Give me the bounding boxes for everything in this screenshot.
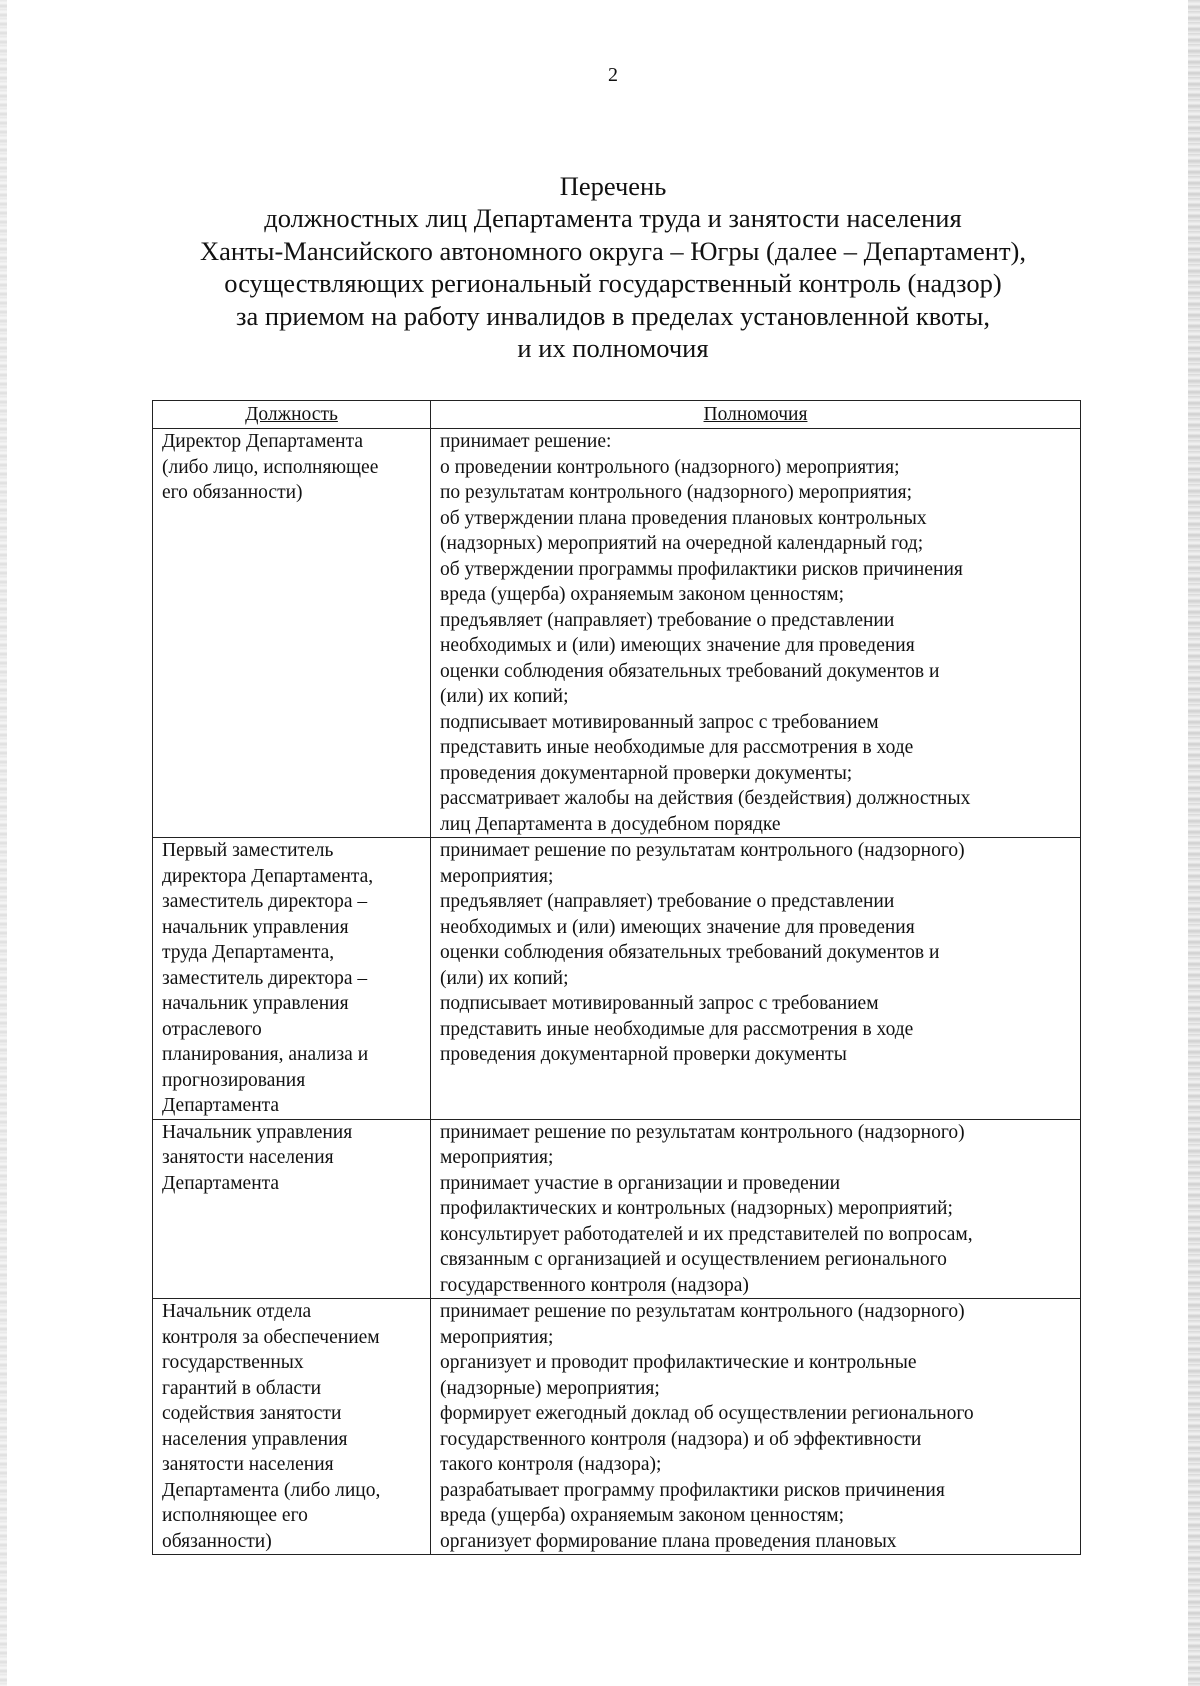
authority-line: (надзорных) мероприятий на очередной календарный год; xyxy=(440,533,924,554)
authority-line: профилактических и контрольных (надзорных) мероприятий; xyxy=(440,1198,953,1219)
authority-cell xyxy=(431,838,1081,1120)
authority-line: мероприятия; xyxy=(440,1326,554,1348)
authority-line: вреда (ущерба) охраняемым законом ценностям; xyxy=(440,1505,845,1526)
position-line: занятости населения xyxy=(162,1147,334,1168)
authority-line: проведения документарной проверки документы xyxy=(440,1044,847,1065)
authority-line: принимает решение по результатам контрольного (надзорного) xyxy=(440,1121,965,1143)
title-line: Ханты-Мансийского автономного округа – Югры (далее – Департамент), xyxy=(199,235,1027,266)
authority-line: мероприятия; xyxy=(440,865,554,887)
authority-table xyxy=(152,400,1081,1555)
position-line: планирования, анализа и xyxy=(162,1044,369,1065)
authority-line: по результатам контрольного (надзорного) мероприятия; xyxy=(440,482,913,503)
authority-line: оценки соблюдения обязательных требований документов и xyxy=(440,660,940,682)
title-line: должностных лиц Департамента труда и занятости населения xyxy=(264,203,962,234)
header-authority: Полномочия xyxy=(431,401,1081,429)
authority-line: принимает решение: xyxy=(440,431,612,452)
title-line: за приемом на работу инвалидов в пределах установленной квоты, xyxy=(236,300,990,331)
authority-line: подписывает мотивированный запрос с требованием xyxy=(440,993,879,1014)
authority-cell xyxy=(431,1299,1081,1555)
authority-line: предъявляет (направляет) требование о представлении xyxy=(440,609,895,631)
authority-line: лиц Департамента в досудебном порядке xyxy=(440,813,781,835)
table-row xyxy=(153,1299,1081,1555)
authority-line: мероприятия; xyxy=(440,1147,554,1168)
authority-line: разрабатывает программу профилактики рисков причинения xyxy=(440,1479,945,1501)
authority-line: вреда (ущерба) охраняемым законом ценностям; xyxy=(440,584,845,605)
document-title xyxy=(0,170,1200,364)
authority-line: предъявляет (направляет) требование о представлении xyxy=(440,891,895,912)
position-line: исполняющее его xyxy=(162,1505,308,1526)
position-cell xyxy=(153,838,431,1120)
position-line: заместитель директора – xyxy=(162,891,368,912)
authority-line: государственного контроля (надзора) и об эффективности xyxy=(440,1428,922,1450)
authority-line: принимает решение по результатам контрольного (надзорного) xyxy=(440,1301,965,1322)
authority-line: принимает решение по результатам контрольного (надзорного) xyxy=(440,840,965,861)
page-number: 2 xyxy=(608,64,618,86)
authority-cell xyxy=(431,429,1081,838)
position-line: Департамента xyxy=(162,1172,280,1194)
position-line: занятости населения xyxy=(162,1454,334,1475)
position-line: Департамента xyxy=(162,1095,280,1116)
position-line: контроля за обеспечением xyxy=(162,1326,380,1348)
authority-line: связанным с организацией и осуществлением регионального xyxy=(440,1249,947,1270)
position-line: гарантий в области xyxy=(162,1377,322,1399)
table-row xyxy=(153,1119,1081,1299)
position-line: труда Департамента, xyxy=(162,942,335,963)
position-line: обязанности) xyxy=(162,1530,272,1552)
table-header-row xyxy=(153,401,1081,429)
authority-line: подписывает мотивированный запрос с требованием xyxy=(440,711,879,733)
position-line: Директор Департамента xyxy=(162,431,364,452)
authority-line: формирует ежегодный доклад об осуществлении регионального xyxy=(440,1403,974,1424)
authority-line: организует формирование плана проведения плановых xyxy=(440,1530,897,1552)
authority-line: такого контроля (надзора); xyxy=(440,1454,662,1475)
position-line: заместитель директора – xyxy=(162,967,368,989)
position-line: населения управления xyxy=(162,1428,348,1450)
position-line: отраслевого xyxy=(162,1018,262,1040)
authority-line: консультирует работодателей и их представителей по вопросам, xyxy=(440,1223,973,1245)
position-line: начальник управления xyxy=(162,993,349,1014)
authority-line: (или) их копий; xyxy=(440,686,569,707)
authority-line: об утверждении программы профилактики рисков причинения xyxy=(440,558,963,580)
authority-line: необходимых и (или) имеющих значение для проведения xyxy=(440,916,915,938)
authority-line: представить иные необходимые для рассмотрения в ходе xyxy=(440,1018,914,1040)
position-cell xyxy=(153,429,431,838)
header-position: Должность xyxy=(153,401,431,429)
title-line: осуществляющих региональный государственный контроль (надзор) xyxy=(224,268,1002,299)
authority-line: представить иные необходимые для рассмотрения в ходе xyxy=(440,737,914,758)
title-line: и их полномочия xyxy=(517,333,709,364)
position-line: Первый заместитель xyxy=(162,840,334,861)
authority-line: необходимых и (или) имеющих значение для проведения xyxy=(440,635,915,656)
position-cell xyxy=(153,1119,431,1299)
authority-line: рассматривает жалобы на действия (бездействия) должностных xyxy=(440,788,971,809)
authority-line: (надзорные) мероприятия; xyxy=(440,1377,660,1399)
authority-line: принимает участие в организации и проведении xyxy=(440,1172,841,1194)
position-line: директора Департамента, xyxy=(162,865,374,887)
authority-line: о проведении контрольного (надзорного) мероприятия; xyxy=(440,456,900,478)
position-line: его обязанности) xyxy=(162,482,303,503)
authority-line: проведения документарной проверки документы; xyxy=(440,762,853,784)
position-line: прогнозирования xyxy=(162,1069,306,1091)
position-line: Начальник управления xyxy=(162,1121,353,1143)
position-line: содействия занятости xyxy=(162,1403,342,1424)
table-row xyxy=(153,838,1081,1120)
authority-line: оценки соблюдения обязательных требований документов и xyxy=(440,942,940,963)
title-line: Перечень xyxy=(559,171,667,201)
position-line: Начальник отдела xyxy=(162,1301,312,1322)
table-row xyxy=(153,429,1081,838)
position-line: начальник управления xyxy=(162,916,349,938)
authority-line: организует и проводит профилактические и контрольные xyxy=(440,1352,917,1373)
position-line: государственных xyxy=(162,1352,304,1373)
authority-line: (или) их копий; xyxy=(440,967,569,989)
position-cell xyxy=(153,1299,431,1555)
table-body xyxy=(153,429,1081,1555)
authority-line: об утверждении плана проведения плановых контрольных xyxy=(440,507,927,529)
position-line: (либо лицо, исполняющее xyxy=(162,456,379,478)
position-line: Департамента (либо лицо, xyxy=(162,1479,381,1501)
authority-cell xyxy=(431,1119,1081,1299)
authority-line: государственного контроля (надзора) xyxy=(440,1274,749,1296)
